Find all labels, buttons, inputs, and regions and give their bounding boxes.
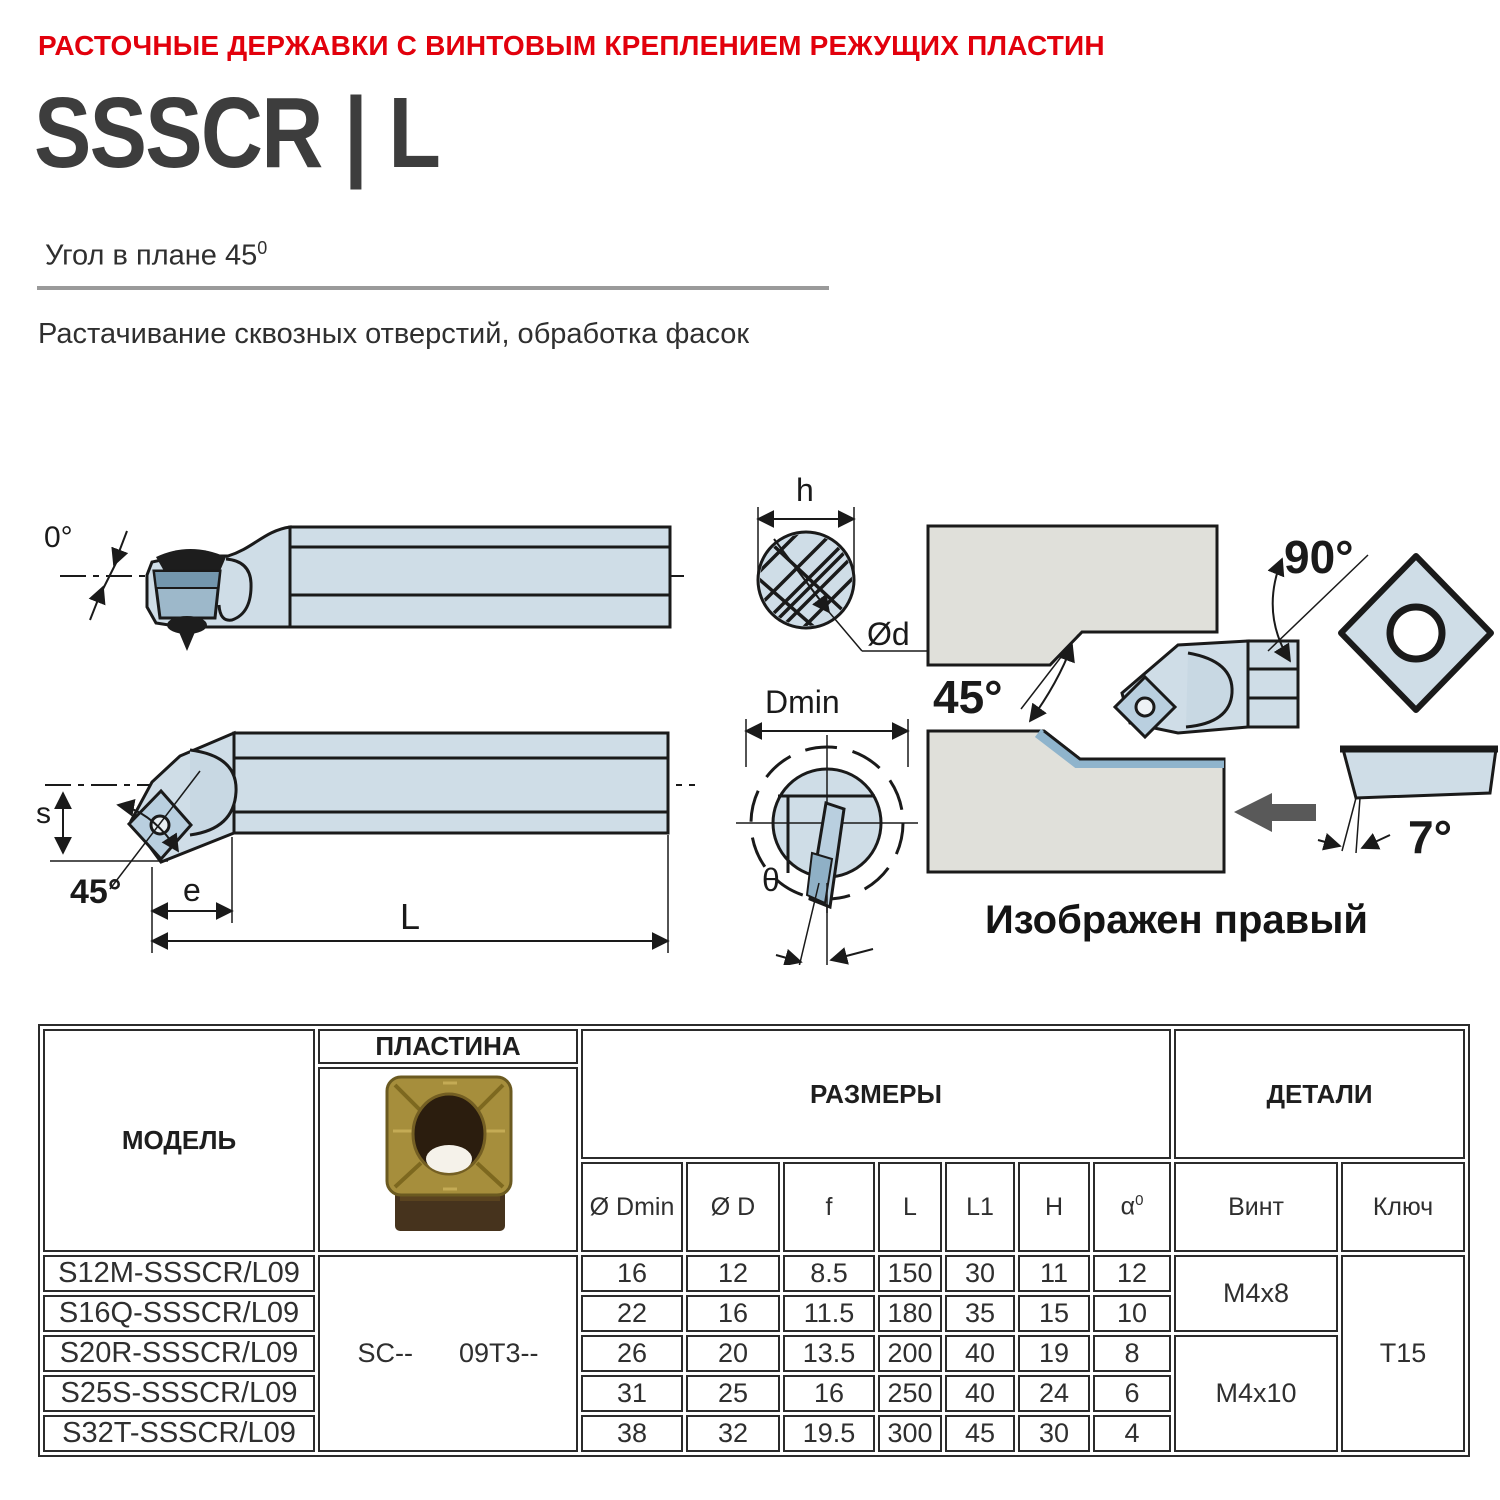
d-cell: 32 xyxy=(686,1415,780,1452)
col-header-dmin: Ø Dmin xyxy=(581,1162,683,1252)
col-header-f: f xyxy=(783,1162,875,1252)
feed-direction-arrow xyxy=(1234,793,1316,832)
top-view-angle-label: 0° xyxy=(44,521,73,554)
plate-value-cell: SC-- 09T3-- xyxy=(318,1255,578,1452)
plate-column-header: ПЛАСТИНА xyxy=(318,1029,578,1064)
l-cell: 150 xyxy=(878,1255,942,1292)
drawing-cross-section xyxy=(708,472,933,667)
col-header-alpha: $\alpha^0$ xyxy=(1093,1162,1171,1252)
h-cell: 19 xyxy=(1018,1335,1090,1372)
divider-line xyxy=(37,286,829,290)
plan-angle-sup: 0 xyxy=(257,238,268,258)
side-view-e-label: e xyxy=(183,872,201,908)
screw-cell: M4x8 xyxy=(1174,1255,1338,1332)
model-cell: S25S-SSSCR/L09 xyxy=(43,1375,315,1412)
technical-drawings xyxy=(30,455,1500,965)
col-header-d: Ø D xyxy=(686,1162,780,1252)
plan-angle-text: Угол в плане 45 xyxy=(45,239,258,272)
drawing-top-view xyxy=(44,521,690,651)
f-cell: 16 xyxy=(783,1375,875,1412)
application-7-label: 7° xyxy=(1408,811,1452,863)
model-cell: S12M-SSSCR/L09 xyxy=(43,1255,315,1292)
f-cell: 11.5 xyxy=(783,1295,875,1332)
l1-cell: 40 xyxy=(945,1375,1015,1412)
alpha-cell: 8 xyxy=(1093,1335,1171,1372)
l1-cell: 30 xyxy=(945,1255,1015,1292)
model-cell: S32T-SSSCR/L09 xyxy=(43,1415,315,1452)
alpha-cell: 6 xyxy=(1093,1375,1171,1412)
d-cell: 20 xyxy=(686,1335,780,1372)
d-cell: 25 xyxy=(686,1375,780,1412)
insert-photo-cell xyxy=(318,1067,578,1252)
plan-angle-subtitle xyxy=(45,238,267,273)
page-title: SSSCR | L xyxy=(34,77,440,189)
dmin-cell: 16 xyxy=(581,1255,683,1292)
insert-photo xyxy=(373,1071,523,1243)
alpha-cell: 10 xyxy=(1093,1295,1171,1332)
l1-cell: 35 xyxy=(945,1295,1015,1332)
key-cell: T15 xyxy=(1341,1255,1465,1452)
l1-cell: 45 xyxy=(945,1415,1015,1452)
table-header-row xyxy=(43,1029,1465,1064)
dmin-cell: 38 xyxy=(581,1415,683,1452)
side-view-angle-label: 45° xyxy=(70,873,122,911)
h-cell: 11 xyxy=(1018,1255,1090,1292)
screw-cell: M4x10 xyxy=(1174,1335,1338,1452)
theta-label: θ xyxy=(762,862,780,898)
f-cell: 8.5 xyxy=(783,1255,875,1292)
col-header-l1: L1 xyxy=(945,1162,1015,1252)
l-cell: 250 xyxy=(878,1375,942,1412)
l1-cell: 40 xyxy=(945,1335,1015,1372)
col-header-h: H xyxy=(1018,1162,1090,1252)
dmin-cell: 22 xyxy=(581,1295,683,1332)
application-45-label: 45° xyxy=(933,671,1003,723)
l-cell: 200 xyxy=(878,1335,942,1372)
h-cell: 30 xyxy=(1018,1415,1090,1452)
f-cell: 13.5 xyxy=(783,1335,875,1372)
section-h-label: h xyxy=(796,472,814,508)
application-description: Растачивание сквозных отверстий, обработка фасок xyxy=(38,318,750,350)
l-cell: 180 xyxy=(878,1295,942,1332)
table-row xyxy=(43,1335,1465,1372)
col-header-key: Ключ xyxy=(1341,1162,1465,1252)
model-column-header: МОДЕЛЬ xyxy=(43,1029,315,1252)
drawing-dmin-section xyxy=(736,684,918,965)
dmin-cell: 31 xyxy=(581,1375,683,1412)
f-cell: 19.5 xyxy=(783,1415,875,1452)
col-header-screw: Винт xyxy=(1174,1162,1338,1252)
d-cell: 12 xyxy=(686,1255,780,1292)
category-header: РАСТОЧНЫЕ ДЕРЖАВКИ С ВИНТОВЫМ КРЕПЛЕНИЕМ РЕЖУЩИХ ПЛАСТИН xyxy=(38,30,1105,61)
col-header-l: L xyxy=(878,1162,942,1252)
dmin-cell: 26 xyxy=(581,1335,683,1372)
model-cell: S20R-SSSCR/L09 xyxy=(43,1335,315,1372)
sizes-group-header: РАЗМЕРЫ xyxy=(581,1029,1171,1159)
h-cell: 24 xyxy=(1018,1375,1090,1412)
side-view-s-label: s xyxy=(36,797,51,830)
drawing-side-view xyxy=(36,733,695,953)
hand-orientation-caption: Изображен правый xyxy=(985,898,1368,942)
h-cell: 15 xyxy=(1018,1295,1090,1332)
drawing-application xyxy=(928,526,1498,872)
alpha-cell: 4 xyxy=(1093,1415,1171,1452)
d-cell: 16 xyxy=(686,1295,780,1332)
alpha-cell: 12 xyxy=(1093,1255,1171,1292)
section-diameter-label: Ød xyxy=(867,616,910,652)
details-group-header: ДЕТАЛИ xyxy=(1174,1029,1465,1159)
dmin-label: Dmin xyxy=(765,684,840,720)
application-90-label: 90° xyxy=(1284,531,1354,583)
table-row xyxy=(43,1255,1465,1292)
l-cell: 300 xyxy=(878,1415,942,1452)
model-cell: S16Q-SSSCR/L09 xyxy=(43,1295,315,1332)
side-view-l-label: L xyxy=(400,896,421,937)
spec-table xyxy=(38,1024,1470,1457)
